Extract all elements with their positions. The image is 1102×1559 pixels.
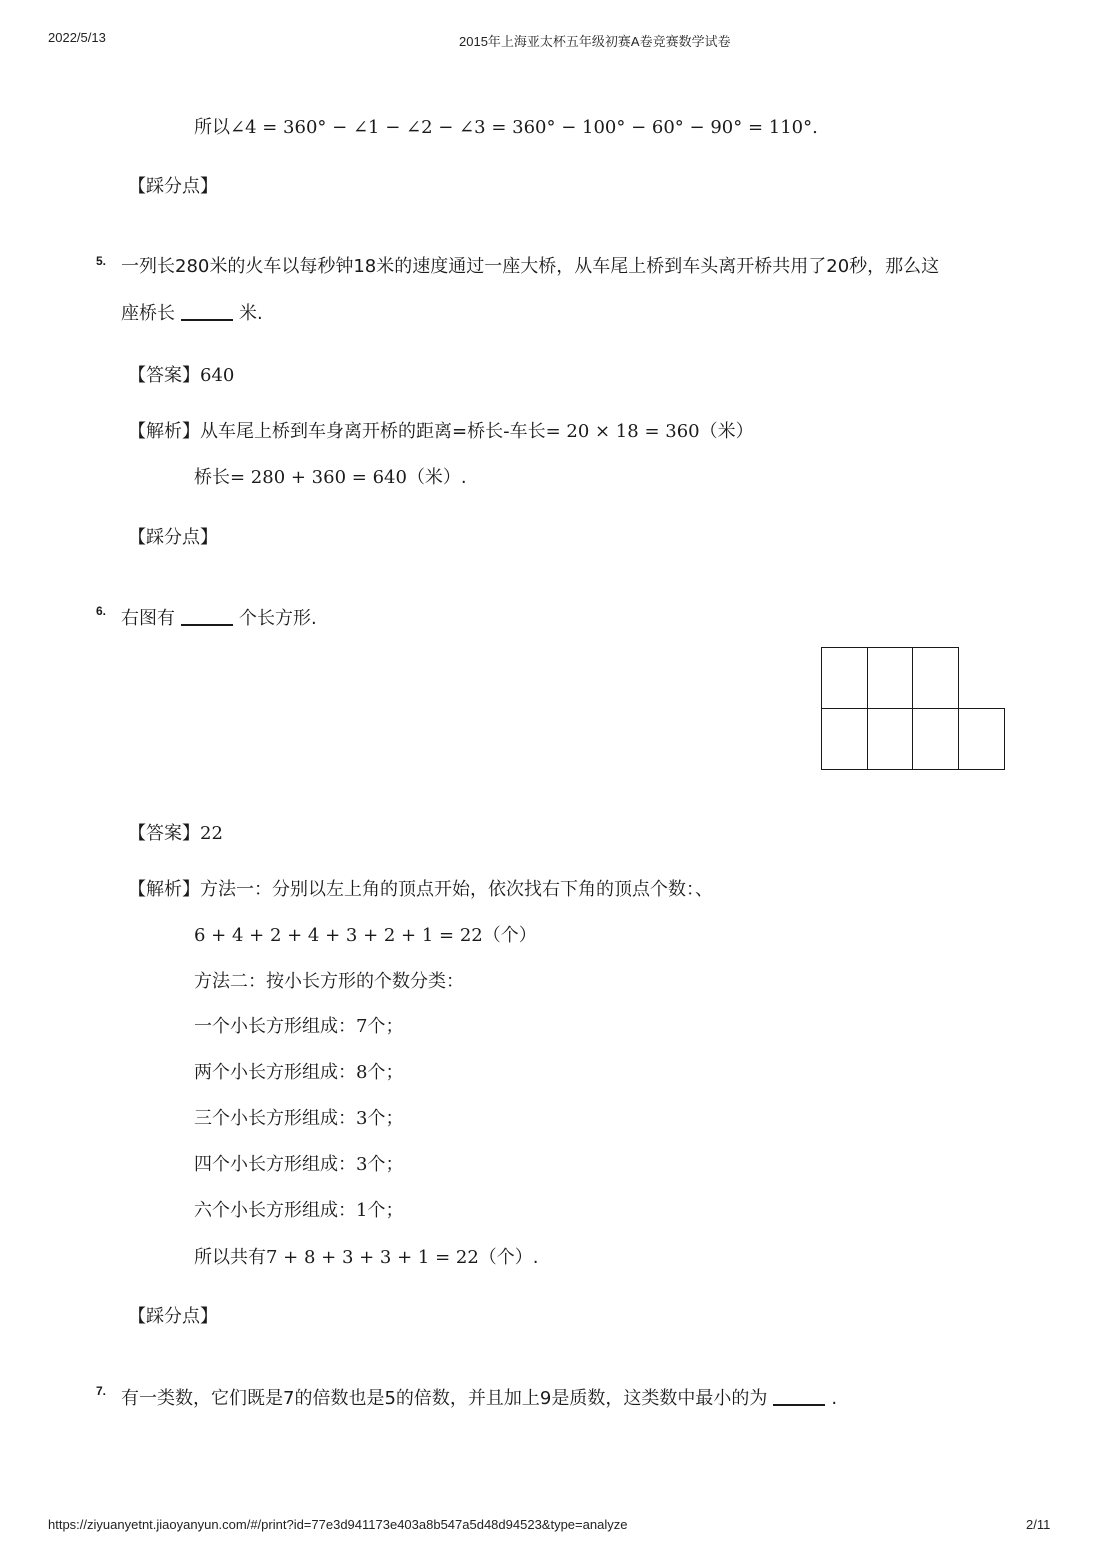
analysis-label: 【解析】 bbox=[128, 879, 200, 900]
category-unit: 个； bbox=[367, 1062, 404, 1083]
analysis-math: = 20 × 18 = 360 bbox=[545, 421, 700, 442]
total-unit: （个）. bbox=[478, 1247, 539, 1268]
q6-category-line bbox=[194, 1061, 403, 1085]
print-date: 2022/5/13 bbox=[48, 30, 106, 45]
analysis-unit: （米） bbox=[699, 421, 754, 442]
q6-text-post: 个长方形. bbox=[239, 608, 317, 629]
grid-cell bbox=[867, 708, 914, 770]
q6-analysis-line3: 方法二：按小长方形的个数分类： bbox=[194, 971, 464, 992]
analysis-text: 方法一：分别以左上角的顶点开始，依次找右下角的顶点个数：、 bbox=[200, 879, 713, 900]
q5-analysis-line2 bbox=[194, 466, 467, 490]
category-count: 7 bbox=[356, 1016, 368, 1037]
analysis-unit: （米）. bbox=[406, 467, 467, 488]
answer-value: 22 bbox=[200, 823, 223, 844]
grid-cell bbox=[821, 708, 868, 770]
q6-score-label: 【踩分点】 bbox=[128, 1306, 218, 1327]
prev-solution-tail bbox=[194, 116, 818, 140]
q6-analysis-line1 bbox=[128, 878, 713, 902]
source-url: https://ziyuanyetnt.jiaoyanyun.com/#/print?id=77e3d941173e403a8b547a5d48d94523&type=analyze bbox=[48, 1517, 628, 1532]
answer-label: 【答案】 bbox=[128, 365, 200, 386]
q6-category-line bbox=[194, 1199, 403, 1223]
total-prefix: 所以共有 bbox=[194, 1247, 266, 1268]
category-unit: 个； bbox=[367, 1108, 404, 1129]
q7-text bbox=[121, 1386, 837, 1411]
answer-label: 【答案】 bbox=[128, 823, 200, 844]
grid-cell bbox=[958, 708, 1005, 770]
question-number-7: 7. bbox=[96, 1384, 107, 1398]
q5-answer bbox=[128, 364, 234, 388]
q7-text-pre: 有一类数，它们既是7的倍数也是5的倍数，并且加上9是质数，这类数中最小的为 bbox=[121, 1388, 768, 1409]
q5-text-post: 米. bbox=[239, 303, 263, 324]
document-title: 2015年上海亚太杯五年级初赛A卷竞赛数学试卷 bbox=[459, 34, 731, 49]
q6-answer bbox=[128, 822, 223, 846]
q6-total-line bbox=[194, 1246, 539, 1270]
q5-analysis-line1 bbox=[128, 420, 754, 444]
page-number: 2/11 bbox=[1026, 1517, 1051, 1532]
analysis-text: 桥长 bbox=[194, 467, 230, 488]
question-number-6: 6. bbox=[96, 604, 107, 618]
prev-solution-math: ∠4 = 360° − ∠1 − ∠2 − ∠3 = 360° − 100° − 60° − 90° = 110°. bbox=[230, 117, 818, 138]
answer-blank bbox=[773, 1386, 825, 1406]
category-count: 8 bbox=[356, 1062, 368, 1083]
analysis-math: 6 + 4 + 2 + 4 + 3 + 2 + 1 = 22 bbox=[194, 925, 483, 946]
category-count: 3 bbox=[356, 1108, 368, 1129]
category-text: 三个小长方形组成： bbox=[194, 1108, 356, 1129]
rectangle-grid-figure bbox=[821, 647, 1007, 770]
category-unit: 个； bbox=[367, 1016, 404, 1037]
answer-value: 640 bbox=[200, 365, 235, 386]
q5-score-label: 【踩分点】 bbox=[128, 527, 218, 548]
answer-blank bbox=[181, 301, 233, 321]
category-unit: 个； bbox=[367, 1154, 404, 1175]
q5-text-line1: 一列长280米的火车以每秒钟18米的速度通过一座大桥，从车尾上桥到车头离开桥共用了20秒，那么这 bbox=[121, 256, 940, 277]
analysis-math: = 280 + 360 = 640 bbox=[230, 467, 407, 488]
q6-text-pre: 右图有 bbox=[121, 608, 175, 629]
category-text: 四个小长方形组成： bbox=[194, 1154, 356, 1175]
category-text: 一个小长方形组成： bbox=[194, 1016, 356, 1037]
q6-analysis-line2 bbox=[194, 924, 537, 948]
prev-score-label: 【踩分点】 bbox=[128, 176, 218, 197]
analysis-label: 【解析】 bbox=[128, 421, 200, 442]
q7-text-post: . bbox=[831, 1388, 838, 1409]
q6-category-line bbox=[194, 1107, 403, 1131]
answer-blank bbox=[181, 606, 233, 626]
category-count: 1 bbox=[356, 1200, 368, 1221]
q5-text-pre: 座桥长 bbox=[121, 303, 175, 324]
q6-category-line bbox=[194, 1015, 403, 1039]
category-text: 两个小长方形组成： bbox=[194, 1062, 356, 1083]
grid-cell bbox=[912, 708, 959, 770]
q6-text bbox=[121, 606, 317, 631]
grid-cell bbox=[912, 647, 959, 709]
category-unit: 个； bbox=[367, 1200, 404, 1221]
q5-text-line2 bbox=[121, 301, 263, 326]
grid-cell bbox=[867, 647, 914, 709]
category-count: 3 bbox=[356, 1154, 368, 1175]
analysis-unit: （个） bbox=[482, 925, 537, 946]
category-text: 六个小长方形组成： bbox=[194, 1200, 356, 1221]
total-math: 7 + 8 + 3 + 3 + 1 = 22 bbox=[266, 1247, 479, 1268]
analysis-text: 从车尾上桥到车身离开桥的距离=桥长-车长 bbox=[200, 421, 546, 442]
prev-solution-prefix: 所以 bbox=[194, 117, 230, 138]
grid-cell bbox=[821, 647, 868, 709]
q6-category-line bbox=[194, 1153, 403, 1177]
question-number-5: 5. bbox=[96, 254, 107, 268]
